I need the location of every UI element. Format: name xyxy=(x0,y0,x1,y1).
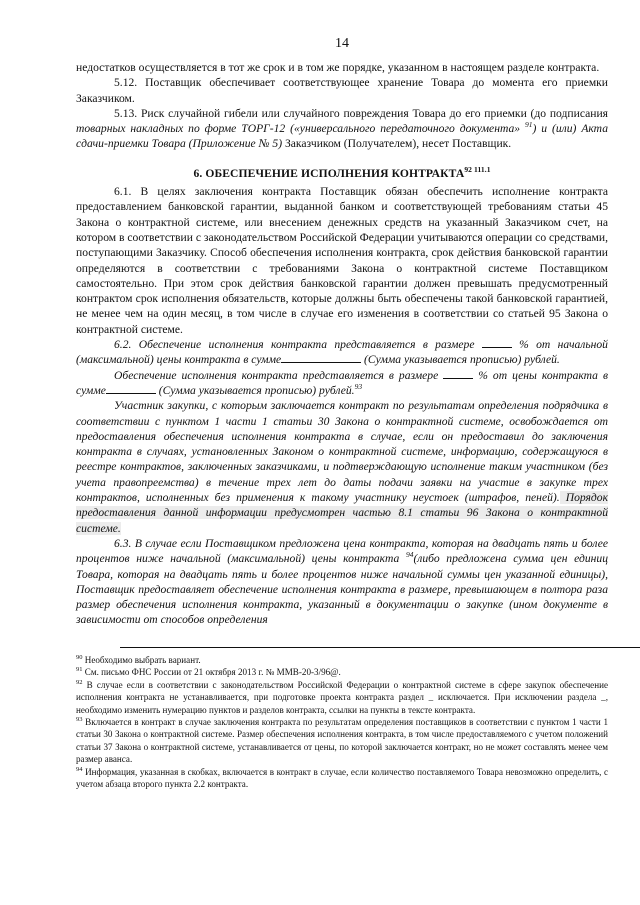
paragraph-6-3 xyxy=(76,536,608,628)
footnote-92 xyxy=(76,679,608,716)
paragraph-6-1: 6.1. В целях заключения контракта Поставщик обязан обеспечить исполнение контракта предоставлением банковской гарантии, выданной банком и соответствующей требованиям статьи 45 Закона о контрактной системе, или внесением денежных средств на указанный Заказчиком счет, на котором в соответствии с законодательством Российской Федерации учитываются операции со средствами, поступающими Заказчику. Способ обеспечения исполнения контракта, срок действия банковской гарантии определяются в соответствии с требованиями Закона о контрактной системе Поставщиком самостоятельно. При этом срок действия банковской гарантии должен превышать предусмотренный контрактом срок исполнения обязательств, которые должны быть обеспечены такой банковской гарантией, не менее чем на один месяц, в том числе в случае его изменения в соответствии со статьей 95 Закона о контрактной системе. xyxy=(76,185,608,336)
p62a-text-a: 6.2. Обеспечение исполнения контракта представляется в размере xyxy=(114,338,482,352)
percent-blank xyxy=(443,368,473,379)
p62b-text-c: (Сумма указывается прописью) рублей. xyxy=(155,383,355,397)
page-number: 14 xyxy=(335,36,349,51)
section-heading-footnote-ref: 92 111.1 xyxy=(464,164,491,174)
p513-text-c: ) и (или) Акта сдачи-приемки Товара (Приложение № 5) xyxy=(76,122,608,151)
document-page xyxy=(76,0,608,790)
section-heading xyxy=(76,166,608,181)
footnote-90 xyxy=(76,654,608,666)
footnote-number: 92 xyxy=(76,679,83,687)
paragraph-5-13 xyxy=(76,106,608,152)
footnote-number: 90 xyxy=(76,653,83,661)
p62a-text-c: (Сумма указывается прописью) рублей. xyxy=(361,353,560,367)
footnote-93 xyxy=(76,716,608,765)
p513-text-d: Заказчиком (Получателем), несет Поставщик. xyxy=(282,137,512,151)
paragraph-5-12: 5.12. Поставщик обеспечивает соответствующее хранение Товара до момента его приемки Заказчиком. xyxy=(76,76,608,105)
footnote-text: Информация, указанная в скобках, включается в контракт в случае, если количество поставляемого Товара невозможно определить, с учетом абзаца второго пункта 2.2 контракта. xyxy=(76,766,608,789)
footnote-ref-94: 94 xyxy=(405,550,414,560)
footnote-text: В случае если в соответствии с законодательством Российской Федерации о контрактной системе в сфере закупок обеспечение исполнения контракта не устанавливается, при подготовке проекта контракта раздел _ исключается. При исключении раздела _, необходимо изменить нумерацию пунктов и разделов контракта, ссылки на пункты в тексте контракта. xyxy=(76,680,608,715)
footnote-text: Включается в контракт в случае заключения контракта по результатам определения поставщиков в соответствии с пунктом 1 части 1 статьи 30 Закона о контрактной системе. Размер обеспечения исполнения контракта, в том числе предоставляемого с учетом положений статьи 37 Закона о контрактной системе, устанавливается от цены, по которой заключается контракт, но не может составлять менее чем размер аванса. xyxy=(76,717,608,764)
percent-blank xyxy=(482,337,512,348)
footnotes xyxy=(76,654,608,790)
p63-text-b: (либо предложена сумма цен единиц Товара, которая на двадцать пять и более процентов ниже начальной суммы цен указанной единицы) xyxy=(76,552,608,581)
p63-text-c: , Поставщик предоставляет обеспечение исполнения контракта в размере, превышающем в полтора раза размер обеспечения исполнения контракта, указанный в документации о закупке (ином документе в зависимости от способов определения xyxy=(76,567,608,627)
footnote-ref-93: 93 xyxy=(354,382,363,392)
sum-blank xyxy=(106,383,156,394)
paragraph-6-2-option-a xyxy=(76,337,608,368)
paragraph-6-2-option-b xyxy=(76,368,608,399)
p62b-text-a: Обеспечение исполнения контракта представляется в размере xyxy=(114,368,444,382)
footnote-separator xyxy=(120,647,640,648)
footnote-94 xyxy=(76,766,608,790)
participant-text-b-highlighted: Порядок предоставления данной информации предусмотрен частью 8.1 статьи 96 Закона о контрактной системе. xyxy=(76,491,609,535)
p62a-text-b: % от начальной (максимальной) цены контракта в сумме xyxy=(76,338,608,367)
p62b-text-b: % от цены контракта в сумме xyxy=(76,368,609,397)
footnote-number: 91 xyxy=(76,666,83,674)
section-heading-text: 6. ОБЕСПЕЧЕНИЕ ИСПОЛНЕНИЯ КОНТРАКТА xyxy=(193,166,465,180)
p513-text-b: товарных накладных по форме ТОРГ-12 («универсального передаточного документа» xyxy=(76,122,525,136)
body-text xyxy=(76,60,608,628)
paragraph-participant xyxy=(76,398,608,536)
footnote-text: См. письмо ФНС России от 21 октября 2013 г. № ММВ-20-3/96@. xyxy=(84,667,341,678)
p63-text-a: 6.3. В случае если Поставщиком предложена цена контракта, которая на двадцать пять и более процентов ниже начальной (максимальной) цены контракта xyxy=(76,536,608,566)
participant-text-a: Участник закупки, с которым заключается контракт по результатам определения подрядчика в соответствии с пунктом 1 части 1 статьи 30 Закона о контрактной системе, освобождается от предоставления обеспечения исполнения контракта в случае, если он предоставил до заключения контракта в случаях, установленных Законом о контрактной системе, информацию, содержащуюся в реестре контрактов, заключенных заказчиками, и подтверждающую исполнение таким участником (без учета правопреемства) в течение трех лет до даты подачи заявки на участие в закупке трех контрактов, исполненных без применения к такому участнику неустоек (штрафов, пеней). xyxy=(76,399,608,505)
footnote-91 xyxy=(76,666,608,678)
footnote-number: 94 xyxy=(76,765,83,773)
footnote-text: Необходимо выбрать вариант. xyxy=(84,654,201,665)
footnote-number: 93 xyxy=(76,716,83,724)
p513-text-a: 5.13. Риск случайной гибели или случайного повреждения Товара до его приемки (до подписания xyxy=(114,106,608,120)
footnote-ref-91: 91 xyxy=(525,120,533,130)
paragraph-intro: недостатков осуществляется в тот же срок и в том же порядке, указанном в настоящем разделе контракта. xyxy=(76,61,600,74)
sum-blank xyxy=(281,352,361,363)
